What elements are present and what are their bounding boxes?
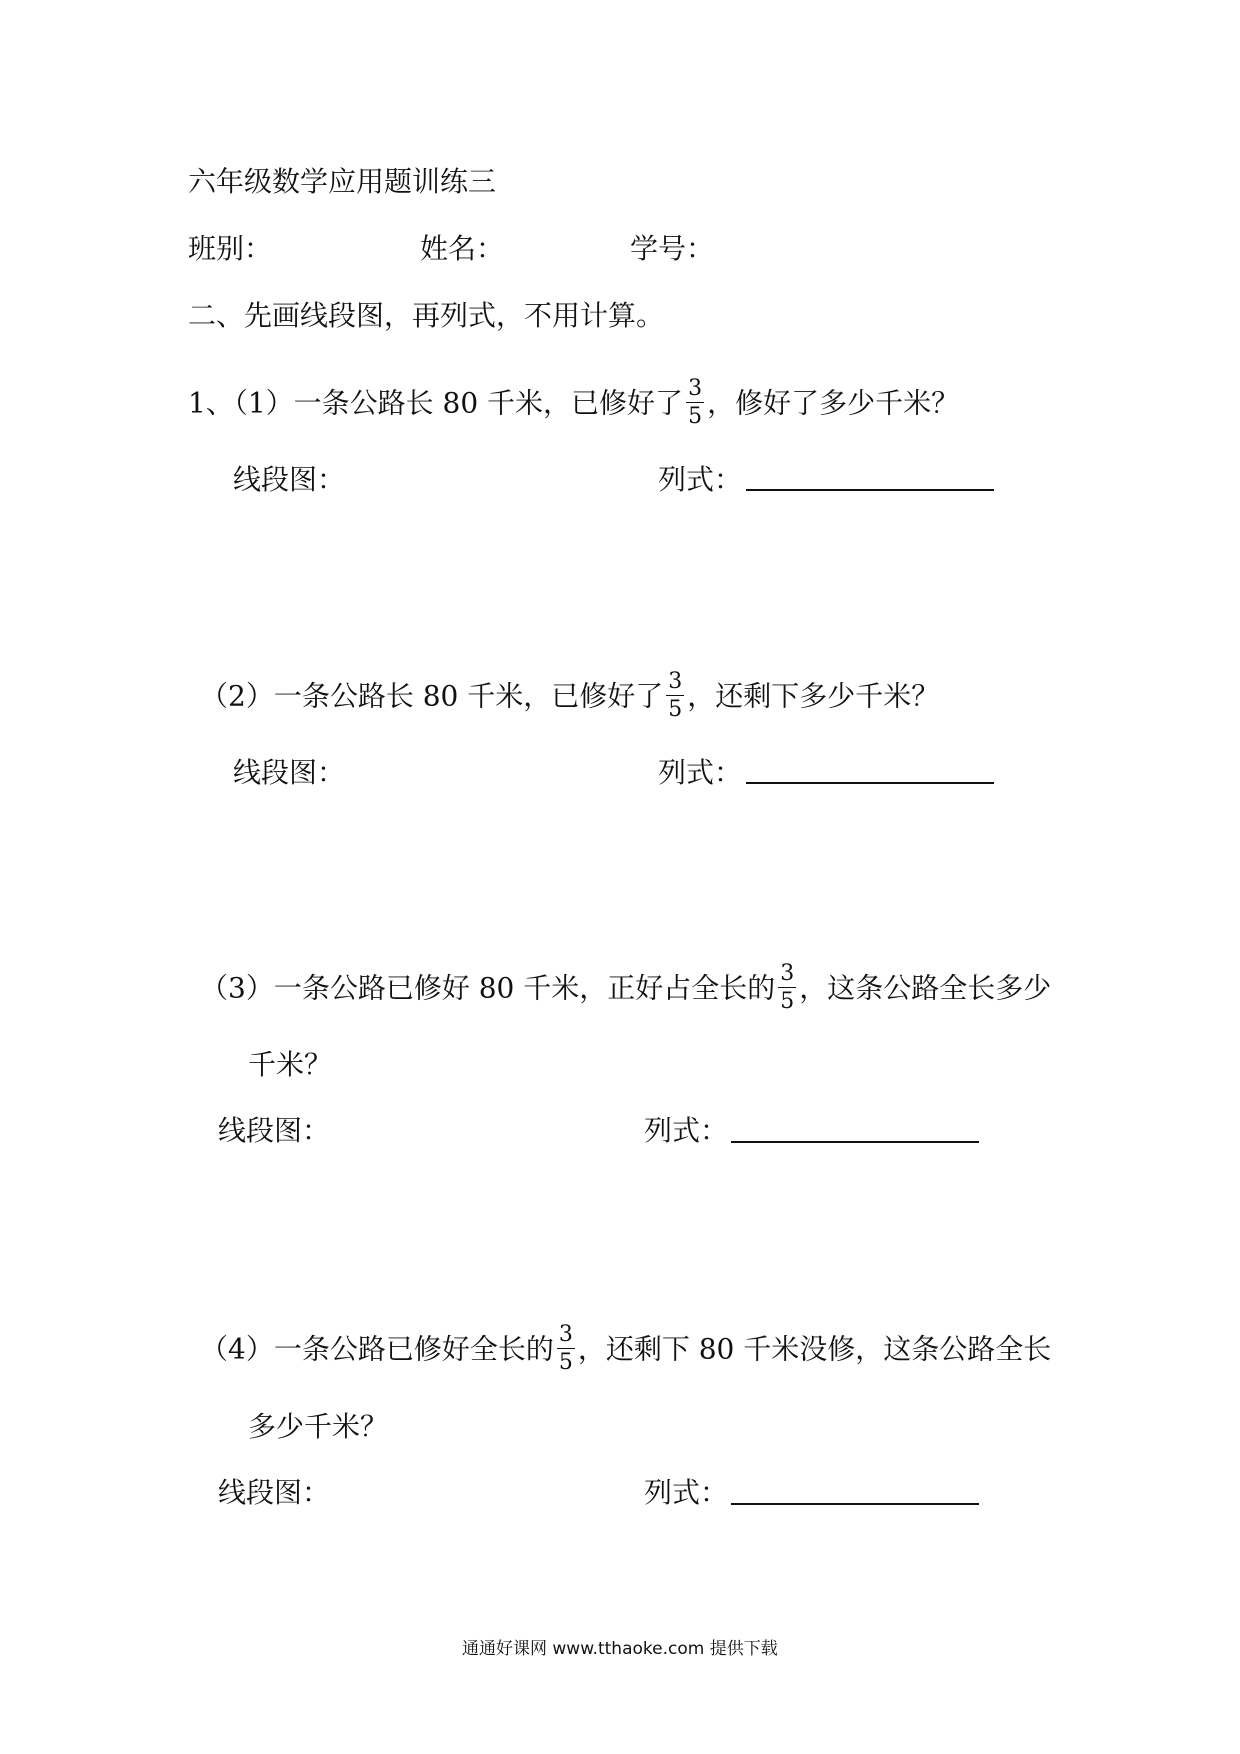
page-title: 六年级数学应用题训练三 [188, 165, 497, 198]
question-3 [200, 961, 1052, 1015]
question-1-text-before: 1、（1）一条公路长 80 千米，已修好了 [188, 386, 684, 420]
question-3-text-before: （3）一条公路已修好 80 千米，正好占全长的 [200, 971, 776, 1005]
fraction-3-5: $\frac{3}{5}$ [668, 669, 683, 722]
question-4-continuation: 多少千米？ [248, 1410, 389, 1443]
question-3-text-after: ，这条公路全长多少 [799, 971, 1052, 1005]
student-id-label: 学号： [630, 232, 715, 265]
question-4 [200, 1322, 1052, 1376]
page-footer: 通通好课网 www.tthaoke.com 提供下载 [462, 1639, 778, 1659]
fraction-3-5: $\frac{3}{5}$ [558, 1322, 573, 1375]
formula-label-4: 列式： [644, 1476, 729, 1509]
name-label: 姓名： [420, 232, 505, 265]
formula-answer-line-4[interactable] [731, 1503, 979, 1505]
formula-label-2: 列式： [658, 756, 743, 789]
formula-answer-line-2[interactable] [746, 782, 994, 784]
question-4-text-after: ，还剩下 80 千米没修，这条公路全长 [577, 1332, 1052, 1366]
diagram-label-1: 线段图： [233, 463, 346, 496]
question-2 [200, 669, 940, 723]
formula-answer-line-3[interactable] [731, 1141, 979, 1143]
question-3-continuation: 千米？ [248, 1048, 333, 1081]
question-2-text-after: ，还剩下多少千米？ [687, 679, 940, 713]
diagram-label-2: 线段图： [233, 756, 346, 789]
formula-label-1: 列式： [658, 463, 743, 496]
formula-label-3: 列式： [644, 1114, 729, 1147]
fraction-3-5: $\frac{3}{5}$ [780, 961, 795, 1014]
question-2-text-before: （2）一条公路长 80 千米，已修好了 [200, 679, 664, 713]
fraction-3-5: $\frac{3}{5}$ [688, 376, 703, 429]
formula-answer-line-1[interactable] [746, 489, 994, 491]
section-heading: 二、先画线段图，再列式，不用计算。 [188, 299, 665, 332]
question-1-text-after: ，修好了多少千米？ [707, 386, 960, 420]
class-label: 班别： [188, 232, 273, 265]
diagram-label-4: 线段图： [218, 1476, 331, 1509]
diagram-label-3: 线段图： [218, 1114, 331, 1147]
question-1 [188, 376, 960, 430]
question-4-text-before: （4）一条公路已修好全长的 [200, 1332, 554, 1366]
